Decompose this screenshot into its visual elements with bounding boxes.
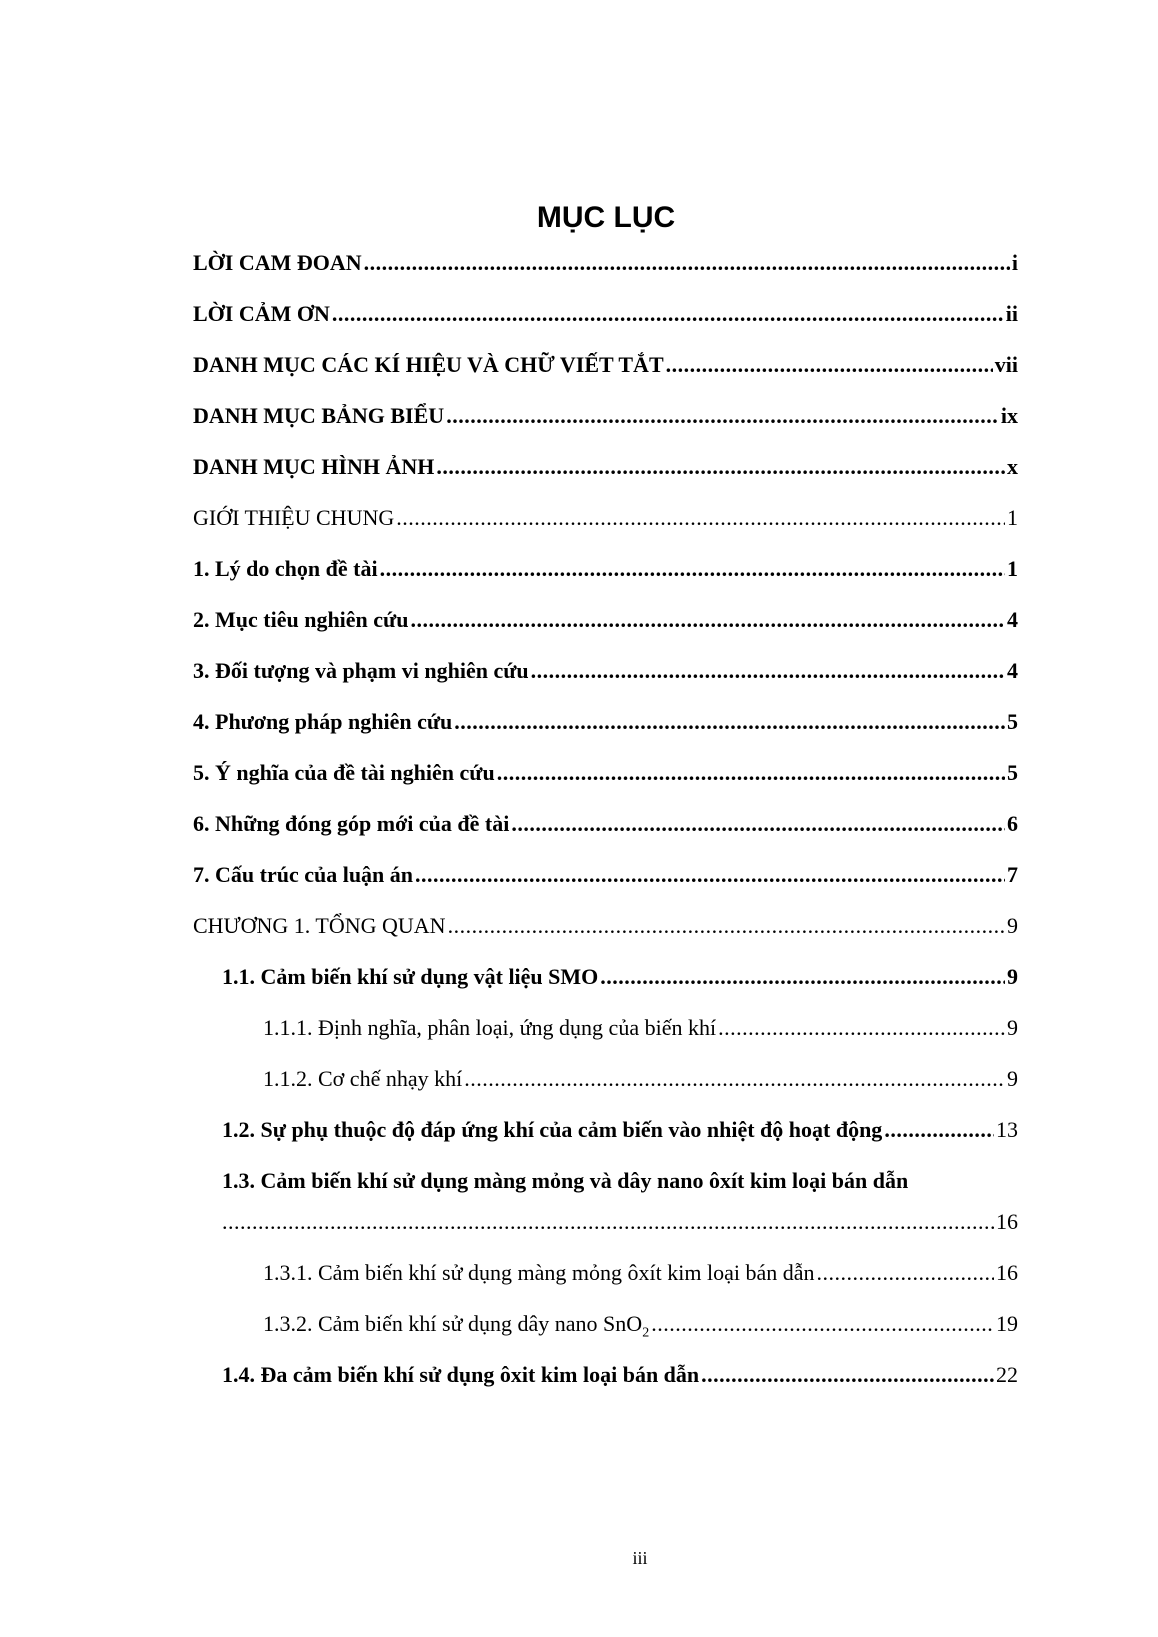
dot-leader [436,450,1005,484]
dot-leader [666,348,993,382]
toc-entry-label: GIỚI THIỆU CHUNG [193,505,395,530]
page-number: iii [632,1548,648,1568]
dot-leader [600,960,1005,994]
dot-leader [364,246,1010,280]
toc-entry[interactable] [193,246,1018,280]
page-title: MỤC LỤC [536,201,676,234]
toc-entry-page: 5 [1007,760,1018,785]
toc-entry-label: 1.4. Đa cảm biến khí sử dụng ôxit kim loại bán dẫn [222,1362,700,1387]
dot-leader [332,297,1004,331]
dot-leader [415,858,1005,892]
dot-leader [531,654,1005,688]
toc-entry[interactable] [193,858,1018,892]
toc-entry[interactable] [193,909,1018,943]
toc-entry-label: 1.2. Sự phụ thuộc độ đáp ứng khí của cảm biến vào nhiệt độ hoạt động [222,1117,883,1142]
toc-entry[interactable] [263,1062,1018,1096]
toc-entry-label: 4. Phương pháp nghiên cứu [193,709,453,734]
toc-entry-label: LỜI CẢM ƠN [193,301,330,326]
dot-leader [380,552,1005,586]
toc-entry[interactable] [263,1011,1018,1045]
toc-entry-label: 1.3.1. Cảm biến khí sử dụng màng mỏng ôxít kim loại bán dẫn [263,1260,815,1285]
toc-entry-page: 9 [1007,964,1018,989]
toc-entry[interactable] [193,756,1018,790]
toc-entry-label: 6. Những đóng góp mới của đề tài [193,811,510,836]
toc-entry[interactable] [193,807,1018,841]
toc-entry-page: 1 [1007,556,1018,581]
toc-entry-label: 1. Lý do chọn đề tài [193,556,378,581]
toc-entry-page: 6 [1007,811,1018,836]
dot-leader [222,1205,994,1239]
toc-entry[interactable] [193,399,1018,433]
subscript: 2 [642,1325,650,1341]
toc-entry[interactable] [222,1358,1018,1392]
toc-entry-label: 1.1. Cảm biến khí sử dụng vật liệu SMO [222,964,599,989]
dot-leader [511,807,1005,841]
toc-entry[interactable] [193,603,1018,637]
toc-entry-page: 4 [1007,658,1018,683]
toc-entry-label [263,1307,649,1350]
dot-leader [718,1011,1005,1045]
toc-entry-page: ix [1000,403,1018,428]
toc-entry-page: 9 [1007,1015,1018,1040]
toc-entry-page: 16 [996,1209,1018,1234]
toc-entry[interactable] [263,1307,1018,1350]
toc-entry-label: DANH MỤC HÌNH ẢNH [193,454,435,479]
toc-entry-label: DANH MỤC CÁC KÍ HIỆU VÀ CHỮ VIẾT TẮT [193,352,664,377]
dot-leader [816,1256,994,1290]
toc-entry-label: 1.1.2. Cơ chế nhạy khí [263,1066,463,1091]
toc-entry[interactable] [193,297,1018,331]
dot-leader [396,501,1005,535]
toc-entry-page: i [1011,250,1018,275]
toc-entry-page: 16 [996,1260,1018,1285]
toc-entry-page: 4 [1007,607,1018,632]
toc-entry-label: 7. Cấu trúc của luận án [193,862,414,887]
toc-entry[interactable] [222,960,1018,994]
toc-entry-label: 3. Đối tượng và phạm vi nghiên cứu [193,658,529,683]
toc-entry[interactable] [193,654,1018,688]
toc-entry-label: DANH MỤC BẢNG BIỂU [193,403,445,428]
dot-leader [497,756,1005,790]
toc-entry-page: x [1007,454,1018,479]
toc-entry[interactable] [193,552,1018,586]
toc-entry-label-text: 1.3.2. Cảm biến khí sử dụng dây nano SnO [263,1311,643,1336]
dot-leader [446,399,999,433]
dot-leader [454,705,1005,739]
toc-entry-page: 9 [1007,1066,1018,1091]
toc-entry-page: 19 [996,1311,1018,1336]
toc-entry-page: 1 [1007,505,1018,530]
toc-entry-page: 7 [1007,862,1018,887]
toc-entry-label: CHƯƠNG 1. TỔNG QUAN [193,913,446,938]
toc-entry-label: 1.1.1. Định nghĩa, phân loại, ứng dụng của biến khí [263,1015,717,1040]
dot-leader [701,1358,994,1392]
toc-entry-page: 5 [1007,709,1018,734]
toc-entry-page: 13 [996,1117,1018,1142]
dot-leader [411,603,1006,637]
toc-entry-page: 22 [996,1362,1018,1387]
toc-entry[interactable] [193,501,1018,535]
toc-entry-wrapped-continuation[interactable] [222,1205,1018,1239]
toc-entry-wrapped-label[interactable]: 1.3. Cảm biến khí sử dụng màng mỏng và dây nano ôxít kim loại bán dẫn [222,1168,909,1193]
toc-entry[interactable] [193,705,1018,739]
toc-entry-page: vii [994,352,1018,377]
toc-entry[interactable] [193,450,1018,484]
toc-entry-label: 2. Mục tiêu nghiên cứu [193,607,409,632]
toc-entry-label: LỜI CAM ĐOAN [193,250,362,275]
dot-leader [651,1307,994,1341]
toc-entry-label: 5. Ý nghĩa của đề tài nghiên cứu [193,760,495,785]
toc-entry[interactable] [193,348,1018,382]
toc-entry-page: ii [1005,301,1018,326]
toc-entry[interactable] [222,1113,1018,1147]
dot-leader [884,1113,994,1147]
dot-leader [464,1062,1005,1096]
toc-entry[interactable] [263,1256,1018,1290]
toc-entry-page: 9 [1007,913,1018,938]
dot-leader [448,909,1005,943]
